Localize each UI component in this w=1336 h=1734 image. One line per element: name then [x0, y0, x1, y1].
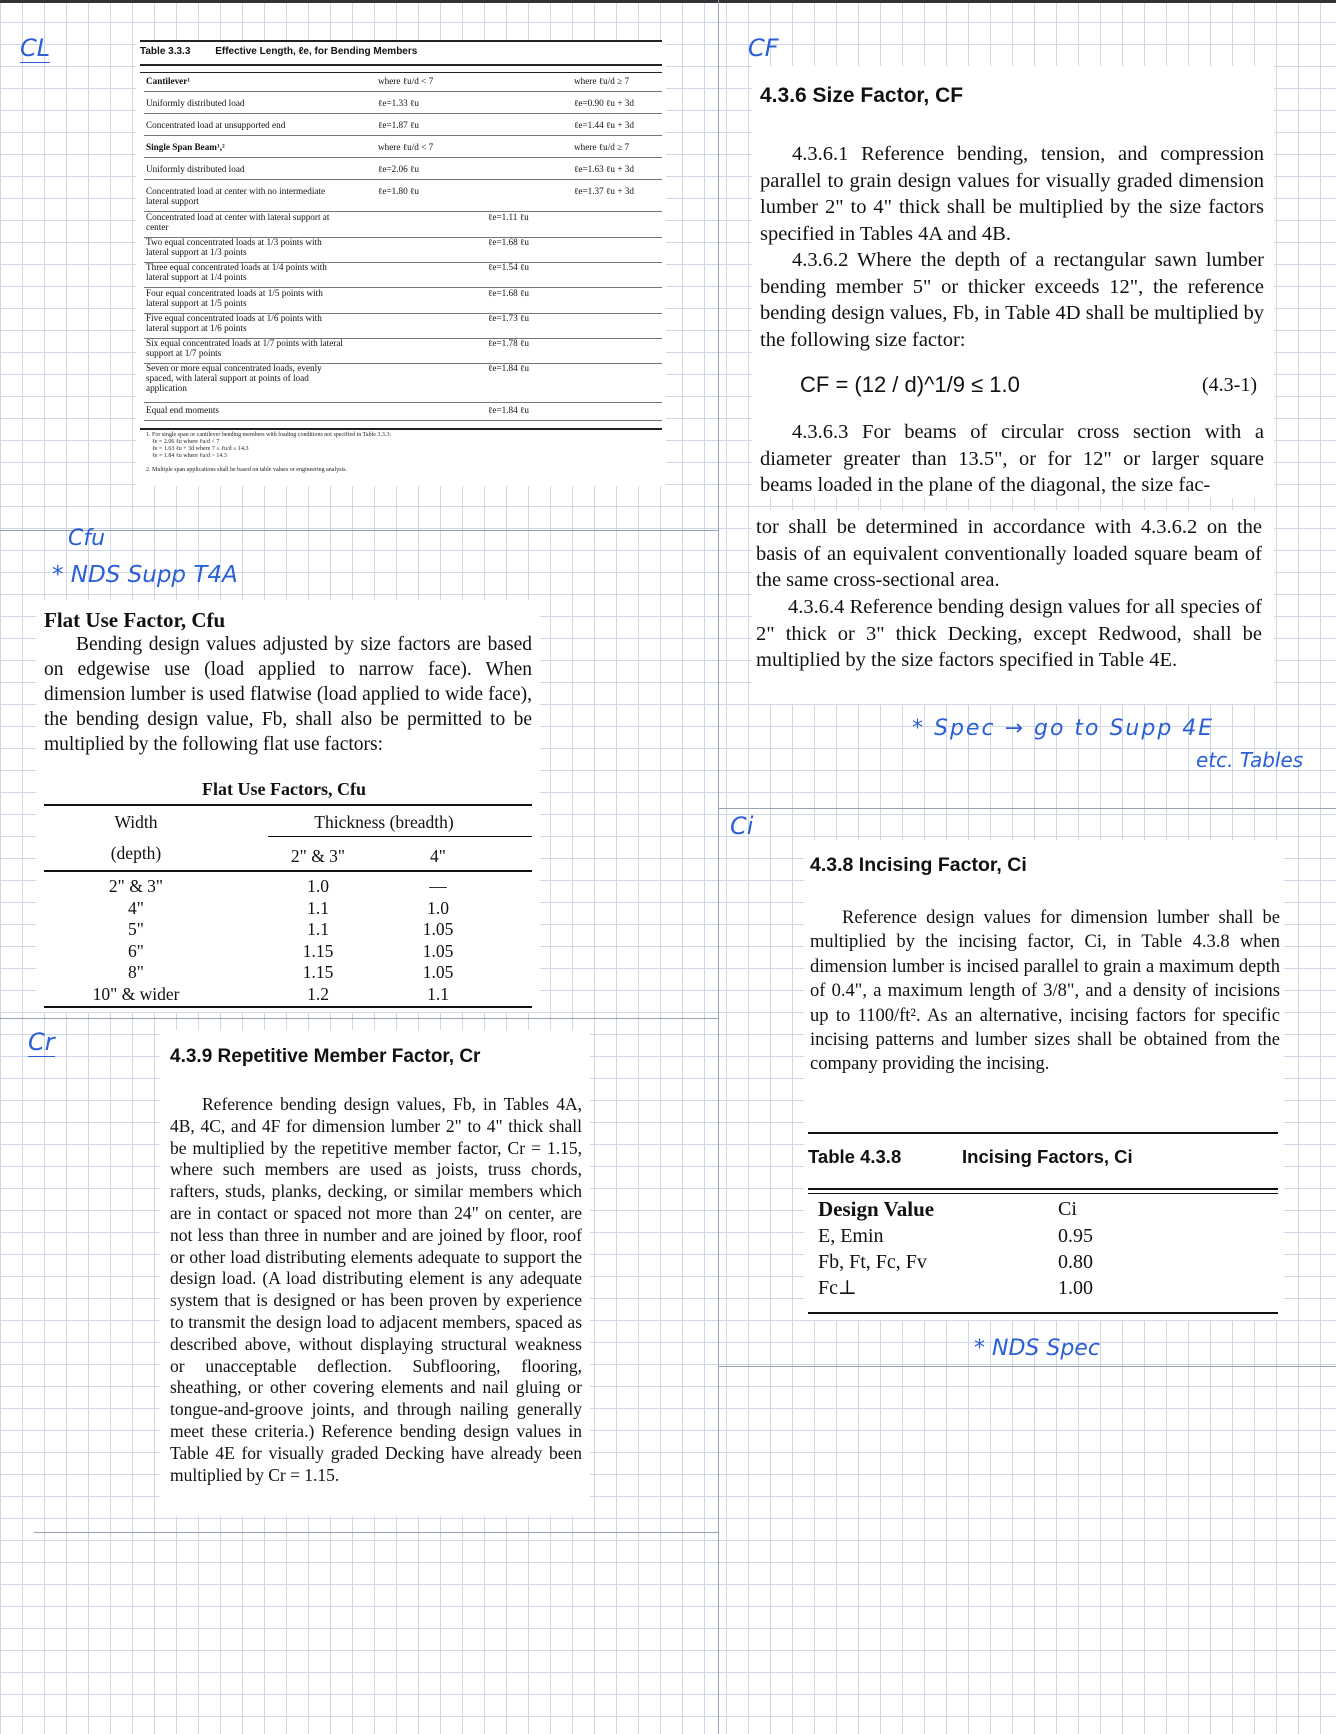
incising-col-dv: Design Value	[818, 1197, 935, 1221]
table-333-load: Equal end moments	[146, 405, 219, 415]
divider-right-1	[718, 808, 1336, 809]
annotation-etc-tables: etc. Tables	[1196, 748, 1304, 772]
incising-table-title: Incising Factors, Ci	[962, 1146, 1133, 1167]
flat-row-t23: 1.1	[307, 919, 329, 939]
flat-row-t4: 1.0	[427, 897, 449, 918]
table-333-row	[144, 363, 662, 399]
table-333-load: Concentrated load at center with no intermediate lateral support	[146, 186, 326, 206]
flat-thickness-rule	[268, 836, 532, 837]
table-333-load: Concentrated load at unsupported end	[146, 120, 286, 130]
table-333-row-rule	[144, 420, 662, 421]
size-factor-p2	[760, 247, 1264, 353]
table-333-load: Five equal concentrated loads at 1/6 points with lateral support at 1/6 points	[146, 313, 322, 333]
table-333-head-rule	[140, 64, 662, 66]
table-333-row-rule	[144, 402, 662, 403]
flat-table-bottom-rule	[44, 1006, 532, 1008]
table-333-row	[144, 212, 662, 234]
flat-use-paragraph-text: Bending design values adjusted by size factors are based on edgewise use (load applied to narrow face). When dimension lumber is used flatwise (load applied to wide face), the bending design value, Fb, shall also be permitted to be multiplied by the following flat use factors:	[44, 634, 532, 755]
annotation-spec-go: * Spec → go to Supp 4E	[912, 716, 1215, 741]
table-333-row	[144, 76, 662, 88]
annotation-nds-supp: * NDS Supp T4A	[52, 562, 238, 588]
flat-row-t23: 1.15	[302, 940, 334, 961]
flat-col-23: 2" & 3"	[290, 846, 346, 866]
table-333-load: Two equal concentrated loads at 1/3 points with lateral support at 1/3 points	[146, 237, 322, 257]
flat-table-top-rule	[44, 804, 532, 806]
table-333-row	[144, 313, 662, 335]
table-333-row	[144, 338, 662, 360]
incising-table-label: Table 4.3.8	[808, 1146, 902, 1167]
table-333-val-ge7: where ℓu/d ≥ 7	[574, 76, 630, 86]
incising-row-ci: 1.00	[1058, 1277, 1093, 1299]
incising-table-head-rule-2	[808, 1193, 1278, 1194]
size-factor-title: 4.3.6 Size Factor, CF	[760, 84, 964, 107]
incising-table-top-rule	[808, 1132, 1278, 1134]
incising-row-dv: E, Emin	[818, 1225, 884, 1247]
annotation-cf: CF	[748, 34, 779, 62]
table-333-row-rule	[144, 113, 662, 114]
table-333-val-mid: ℓe=1.84 ℓu	[488, 405, 530, 415]
table-333-row	[144, 120, 662, 132]
size-factor-formula-number: (4.3-1)	[1202, 374, 1257, 396]
flat-row-t4: 1.05	[422, 962, 454, 982]
annotation-ci: Ci	[730, 812, 754, 840]
annotation-cfu: Cfu	[68, 526, 106, 551]
flat-row-t4: 1.05	[422, 919, 454, 939]
table-333-val-lt7: ℓe=1.80 ℓu	[378, 186, 420, 196]
table-333-row	[144, 288, 662, 310]
size-factor-p3a-text: 4.3.6.3 For beams of circular cross section with a diameter greater than 13.5", or for 12" or larger square beams loaded in the plane of the diagonal, the size fac-	[760, 421, 1264, 496]
size-factor-formula: CF = (12 / d)^1/9 ≤ 1.0	[800, 372, 1020, 397]
table-333-val-lt7: where ℓu/d < 7	[378, 142, 434, 152]
table-333-val-ge7: ℓe=1.63 ℓu + 3d	[574, 164, 634, 174]
divider-left-3	[34, 1532, 718, 1533]
table-333-val-ge7: ℓe=1.44 ℓu + 3d	[574, 120, 634, 130]
table-333-footnote-b: ℓe = 1.63 ℓu + 3d where 7 ≤ ℓu/d ≤ 14.3	[152, 446, 249, 452]
flat-row-width: 4"	[128, 897, 144, 918]
divider-right-2	[718, 1366, 1336, 1367]
table-333-row	[144, 142, 662, 154]
size-factor-p3a	[760, 419, 1264, 499]
table-333-load: Cantilever¹	[146, 76, 191, 86]
flat-row-t23: 1.1	[307, 897, 329, 918]
table-333-load: Uniformly distributed load	[146, 98, 245, 108]
size-factor-p2-text: 4.3.6.2 Where the depth of a rectangular sawn lumber bending member 5" or thicker exceeds 12", the reference bending design values, Fb, in Table 4D shall be multiplied by the following size factor:	[760, 249, 1264, 351]
table-333-load: Uniformly distributed load	[146, 164, 245, 174]
flat-row-t23: 1.2	[307, 983, 329, 1004]
size-factor-p4	[756, 594, 1262, 674]
table-333-head-rule-2	[140, 72, 662, 73]
repetitive-paragraph-text: Reference bending design values, Fb, in Tables 4A, 4B, 4C, and 4F for dimension lumber 2" to 4" thick shall be multiplied by the repetitive member factor, Cr = 1.15, where such members are used as joists, truss chords, rafters, studs, planks, decking, or similar members which are in contact or spaced not more than 24" on center, are not less than three in number and are joined by floor, roof or other load distributing elements adequate to support the design load. (A load distributing element is any adequate system that is designed or has been proven by experience to transmit the design load to adjacent members, spaced as described above, without displaying structural weakness or unacceptable deflection. Subflooring, flooring, sheathing, or other covering elements and nail gluing or tongue-and-groove joints, and through nailing generally meet these criteria.) Reference bending design values in Table 4E for visually graded Decking have already been multiplied by Cr = 1.15.	[170, 1094, 582, 1485]
table-333-load: Six equal concentrated loads at 1/7 points with lateral support at 1/7 points	[146, 338, 343, 358]
size-factor-p4-text: 4.3.6.4 Reference bending design values for all species of 2" thick or 3" thick Decking, except Redwood, shall be multiplied by the size factors specified in Table 4E.	[756, 596, 1262, 671]
table-333-footnote-a: ℓe = 2.06 ℓu where ℓu/d < 7	[152, 439, 220, 445]
table-333-row-rule	[144, 91, 662, 92]
incising-paragraph	[810, 906, 1280, 1077]
flat-row-t4: —	[429, 876, 447, 896]
table-333-row-rule	[144, 135, 662, 136]
table-333-val-mid: ℓe=1.54 ℓu	[488, 262, 530, 272]
table-333-header	[140, 46, 439, 57]
table-333-val-mid: ℓe=1.84 ℓu	[488, 363, 530, 373]
table-333-row	[144, 405, 662, 417]
annotation-nds-spec: * NDS Spec	[974, 1336, 1100, 1361]
flat-row-t4: 1.05	[422, 940, 454, 961]
incising-col-ci: Ci	[1058, 1198, 1077, 1220]
table-333-val-mid: ℓe=1.78 ℓu	[488, 338, 530, 348]
table-333-val-ge7: where ℓu/d ≥ 7	[574, 142, 630, 152]
flat-row-t23: 1.15	[302, 962, 334, 982]
flat-row-width: 2" & 3"	[108, 876, 164, 896]
flat-use-paragraph	[44, 632, 532, 757]
table-333-row-rule	[144, 179, 662, 180]
table-333-load: Concentrated load at center with lateral support at center	[146, 212, 330, 232]
flat-col-width: Width	[114, 812, 158, 832]
table-333-footnote-c: ℓe = 1.84 ℓu where ℓu/d > 14.3	[152, 453, 227, 459]
table-333-footnote-2: 2. Multiple span applications shall be based on table values or engineering analysis.	[146, 467, 347, 473]
table-333-val-lt7: where ℓu/d < 7	[378, 76, 434, 86]
flat-table-mid-rule	[44, 870, 532, 872]
top-bar	[0, 0, 1336, 3]
annotation-cr: Cr	[28, 1028, 55, 1056]
size-factor-p3b: tor shall be determined in accordance with 4.3.6.2 on the basis of an equivalent conventionally loaded square beam of the same cross-sectional area.	[756, 516, 1262, 591]
flat-use-table-title: Flat Use Factors, Cfu	[202, 779, 366, 799]
flat-use-heading: Flat Use Factor, Cfu	[44, 608, 226, 632]
flat-row-t4: 1.1	[427, 983, 449, 1004]
table-333-val-lt7: ℓe=1.87 ℓu	[378, 120, 420, 130]
flat-row-t23: 1.0	[307, 876, 329, 896]
table-333-val-ge7: ℓe=0.90 ℓu + 3d	[574, 98, 634, 108]
incising-row-ci: 0.95	[1058, 1225, 1093, 1247]
table-333-bottom-rule	[140, 428, 662, 430]
incising-table-head-rule	[808, 1188, 1278, 1190]
table-333-row	[144, 262, 662, 284]
table-333-load: Seven or more equal concentrated loads, evenly spaced, with lateral support at points of load application	[146, 363, 322, 393]
flat-col-depth: (depth)	[110, 843, 162, 863]
table-333-val-lt7: ℓe=1.33 ℓu	[378, 98, 420, 108]
table-333-val-mid: ℓe=1.68 ℓu	[488, 237, 530, 247]
repetitive-paragraph	[170, 1094, 582, 1486]
size-factor-p1-text: 4.3.6.1 Reference bending, tension, and compression parallel to grain design values for visually graded dimension lumber 2" to 4" thick shall be multiplied by the size factors specified in Tables 4A and 4B.	[760, 143, 1264, 245]
flat-row-width: 10" & wider	[92, 983, 180, 1004]
table-333-label: Table 3.3.3	[140, 46, 191, 57]
flat-row-width: 6"	[128, 940, 144, 961]
table-333-row	[144, 98, 662, 110]
table-333-val-lt7: ℓe=2.06 ℓu	[378, 164, 420, 174]
table-333-top-rule	[140, 40, 662, 42]
incising-title: 4.3.8 Incising Factor, Ci	[810, 854, 1027, 876]
incising-row-dv: Fc⊥	[818, 1277, 857, 1299]
divider-left-2	[0, 1018, 718, 1019]
table-333-load: Single Span Beam¹,²	[146, 142, 225, 152]
table-333-row-rule	[144, 157, 662, 158]
column-divider	[718, 0, 719, 1734]
table-333-row	[144, 186, 662, 208]
incising-paragraph-text: Reference design values for dimension lumber shall be multiplied by the incising factor, Ci, in Table 4.3.8 when dimension lumber is incised parallel to grain a maximum depth of 0.4", a maximum length of 3/8", and a density of incisions up to 1100/ft². As an alternative, incising factors for specific incising patterns and lumber sizes shall be obtained from the company providing the incising.	[810, 908, 1280, 1075]
divider-left-1	[0, 530, 718, 531]
table-333-row	[144, 164, 662, 176]
annotation-cl: CL	[20, 34, 51, 62]
incising-table-bottom-rule	[808, 1312, 1278, 1314]
table-333-load: Three equal concentrated loads at 1/4 points with lateral support at 1/4 points	[146, 262, 327, 282]
flat-col-4: 4"	[430, 846, 446, 866]
table-333-row	[144, 237, 662, 259]
flat-row-width: 8"	[128, 962, 144, 982]
flat-row-width: 5"	[128, 919, 144, 939]
table-333-title: Effective Length, ℓe, for Bending Members	[215, 46, 418, 57]
table-333-val-ge7: ℓe=1.37 ℓu + 3d	[574, 186, 634, 196]
size-factor-p1	[760, 141, 1264, 247]
incising-row-ci: 0.80	[1058, 1251, 1093, 1273]
table-333-val-mid: ℓe=1.11 ℓu	[488, 212, 529, 222]
table-333-load: Four equal concentrated loads at 1/5 points with lateral support at 1/5 points	[146, 288, 323, 308]
table-333-val-mid: ℓe=1.73 ℓu	[488, 313, 530, 323]
flat-col-thickness: Thickness (breadth)	[314, 812, 454, 832]
table-333-footnote-1: 1. For single span or cantilever bending members with loading conditions not specified in Table 3.3.3:	[146, 432, 392, 438]
repetitive-title: 4.3.9 Repetitive Member Factor, Cr	[170, 1046, 481, 1067]
table-333-val-mid: ℓe=1.68 ℓu	[488, 288, 530, 298]
incising-row-dv: Fb, Ft, Fc, Fv	[818, 1251, 927, 1273]
